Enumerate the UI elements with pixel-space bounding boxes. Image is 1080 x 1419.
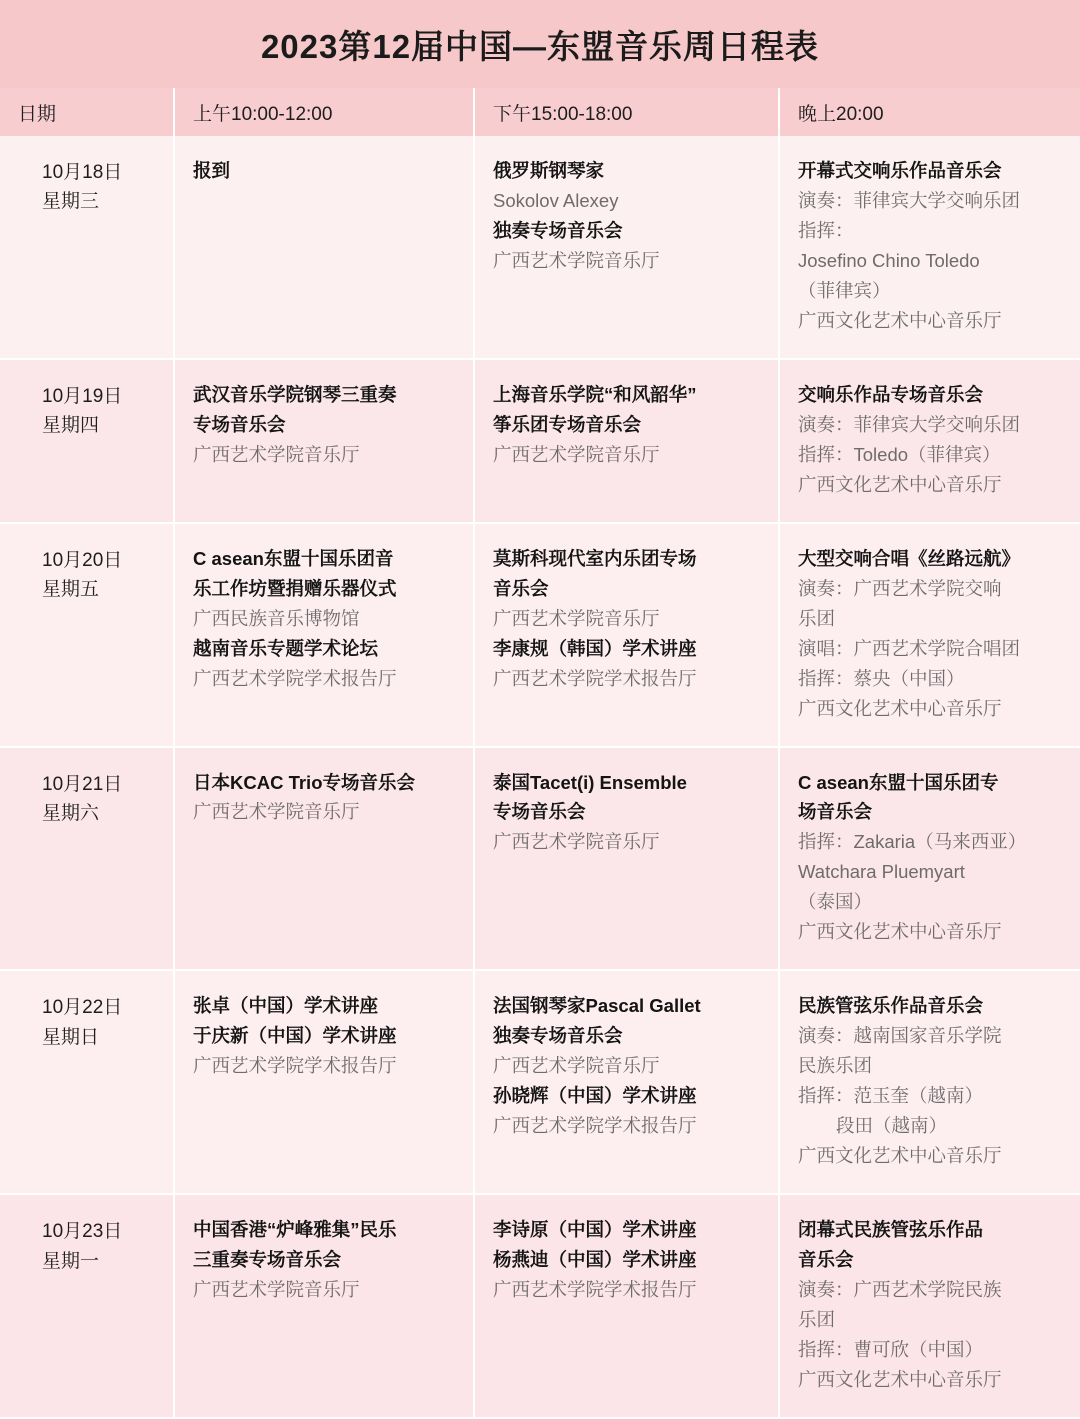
afternoon-line: 莫斯科现代室内乐团专场 — [493, 547, 697, 569]
morning-line: 广西艺术学院音乐厅 — [193, 801, 360, 823]
date-line: 10月20日 — [42, 549, 123, 571]
afternoon-line: 筝乐团专场音乐会 — [493, 413, 642, 435]
evening-line: 演奏：广西艺术学院交响 — [798, 577, 1002, 599]
cell-date — [0, 970, 174, 1194]
evening-line: 指挥：范玉奎（越南） — [798, 1085, 984, 1107]
evening-line: （菲律宾） — [798, 279, 891, 301]
afternoon-line: 广西艺术学院音乐厅 — [493, 443, 660, 465]
morning-line: 乐工作坊暨捐赠乐器仪式 — [193, 577, 397, 599]
table-row — [0, 1194, 1080, 1418]
afternoon-line: 广西艺术学院学术报告厅 — [493, 667, 697, 689]
evening-line: 民族管弦乐作品音乐会 — [798, 995, 984, 1017]
column-header-morning: 上午10:00-12:00 — [174, 88, 474, 136]
cell-date — [0, 1194, 174, 1418]
cell-evening — [779, 1194, 1080, 1418]
afternoon-line: 俄罗斯钢琴家 — [493, 160, 605, 181]
table-body — [0, 136, 1080, 1418]
evening-line: 乐团 — [798, 1309, 836, 1331]
cell-afternoon — [474, 747, 779, 971]
table-row — [0, 359, 1080, 523]
cell-afternoon — [474, 359, 779, 523]
column-header-afternoon: 下午15:00-18:00 — [474, 88, 779, 136]
cell-morning — [174, 970, 474, 1194]
date-line: 星期一 — [42, 1250, 100, 1272]
cell-evening — [779, 970, 1080, 1194]
cell-afternoon — [474, 136, 779, 359]
evening-line: 演奏：菲律宾大学交响乐团 — [798, 413, 1021, 435]
table-row — [0, 523, 1080, 747]
morning-line: 专场音乐会 — [193, 413, 286, 435]
afternoon-line: 广西艺术学院音乐厅 — [493, 249, 660, 271]
morning-line: 于庆新（中国）学术讲座 — [193, 1025, 397, 1047]
cell-evening — [779, 523, 1080, 747]
cell-evening — [779, 136, 1080, 359]
morning-line: 武汉音乐学院钢琴三重奏 — [193, 383, 397, 405]
morning-line: 张卓（中国）学术讲座 — [193, 995, 379, 1017]
cell-date — [0, 136, 174, 359]
date-line: 10月18日 — [42, 162, 123, 183]
afternoon-line: 广西艺术学院音乐厅 — [493, 831, 660, 853]
evening-line: 广西文化艺术中心音乐厅 — [798, 697, 1002, 719]
date-line: 星期日 — [42, 1026, 100, 1048]
morning-line: 广西艺术学院学术报告厅 — [193, 667, 397, 689]
afternoon-line: 专场音乐会 — [493, 801, 586, 823]
cell-date — [0, 523, 174, 747]
afternoon-line: 广西艺术学院音乐厅 — [493, 1055, 660, 1077]
morning-line: 广西艺术学院音乐厅 — [193, 443, 360, 465]
evening-line: 广西文化艺术中心音乐厅 — [798, 921, 1002, 943]
evening-line: （泰国） — [798, 891, 873, 913]
date-line: 星期五 — [42, 579, 100, 601]
cell-morning — [174, 359, 474, 523]
afternoon-line: Sokolov Alexey — [493, 189, 619, 211]
evening-line: 指挥：蔡央（中国） — [798, 667, 965, 689]
page-title-bar — [0, 0, 1080, 88]
cell-evening — [779, 747, 1080, 971]
afternoon-line: 孙晓辉（中国）学术讲座 — [493, 1085, 697, 1107]
date-line: 星期四 — [42, 415, 100, 437]
table-header — [0, 88, 1080, 136]
evening-line: 广西文化艺术中心音乐厅 — [798, 473, 1002, 495]
afternoon-line: 音乐会 — [493, 577, 549, 599]
date-line: 星期六 — [42, 802, 100, 824]
cell-morning — [174, 523, 474, 747]
morning-line: 日本KCAC Trio专场音乐会 — [193, 771, 416, 793]
evening-line: 广西文化艺术中心音乐厅 — [798, 309, 1002, 331]
evening-line: 演奏：越南国家音乐学院 — [798, 1025, 1002, 1047]
evening-line: Josefino Chino Toledo — [798, 249, 980, 271]
morning-line: 中国香港“炉峰雅集”民乐 — [193, 1219, 397, 1241]
evening-line: 指挥：Zakaria（马来西亚） — [798, 831, 1027, 853]
morning-line: 广西民族音乐博物馆 — [193, 607, 360, 629]
column-header-date: 日期 — [0, 88, 174, 136]
page-title: 2023第12届中国—东盟音乐周日程表 — [260, 27, 820, 65]
afternoon-line: 法国钢琴家Pascal Gallet — [493, 995, 701, 1017]
evening-line: 闭幕式民族管弦乐作品 — [798, 1219, 984, 1241]
date-line: 10月19日 — [42, 385, 123, 407]
date-line: 10月23日 — [42, 1221, 123, 1243]
cell-morning — [174, 1194, 474, 1418]
table-row — [0, 747, 1080, 971]
cell-afternoon — [474, 1194, 779, 1418]
evening-line: 交响乐作品专场音乐会 — [798, 383, 984, 405]
evening-line: 大型交响合唱《丝路远航》 — [798, 547, 1021, 569]
date-line: 10月22日 — [42, 997, 123, 1019]
evening-line: 演奏：广西艺术学院民族 — [798, 1279, 1002, 1301]
morning-line: 广西艺术学院学术报告厅 — [193, 1055, 397, 1077]
evening-line: 广西文化艺术中心音乐厅 — [798, 1145, 1002, 1167]
afternoon-line: 上海音乐学院“和风韶华” — [493, 383, 697, 405]
evening-line: 指挥：Toledo（菲律宾） — [798, 443, 1001, 465]
evening-line: 指挥： — [798, 219, 854, 241]
afternoon-line: 李诗原（中国）学术讲座 — [493, 1219, 697, 1241]
cell-evening — [779, 359, 1080, 523]
morning-line: 报到 — [193, 160, 231, 181]
morning-line: 越南音乐专题学术论坛 — [193, 637, 379, 659]
evening-line: 广西文化艺术中心音乐厅 — [798, 1368, 1002, 1390]
evening-line: 音乐会 — [798, 1249, 854, 1271]
evening-line: C asean东盟十国乐团专 — [798, 771, 999, 793]
cell-morning — [174, 747, 474, 971]
evening-line: 开幕式交响乐作品音乐会 — [798, 160, 1002, 181]
evening-line: 场音乐会 — [798, 801, 873, 823]
cell-afternoon — [474, 970, 779, 1194]
cell-date — [0, 359, 174, 523]
evening-line: 乐团 — [798, 607, 836, 629]
evening-line: 演奏：菲律宾大学交响乐团 — [798, 189, 1021, 211]
table-header-row — [0, 88, 1080, 136]
schedule-table — [0, 88, 1080, 1419]
afternoon-line: 广西艺术学院音乐厅 — [493, 607, 660, 629]
afternoon-line: 广西艺术学院学术报告厅 — [493, 1115, 697, 1137]
afternoon-line: 独奏专场音乐会 — [493, 1025, 623, 1047]
morning-line: C asean东盟十国乐团音 — [193, 547, 394, 569]
afternoon-line: 广西艺术学院学术报告厅 — [493, 1279, 697, 1301]
evening-line: 民族乐团 — [798, 1055, 873, 1077]
cell-afternoon — [474, 523, 779, 747]
afternoon-line: 李康规（韩国）学术讲座 — [493, 637, 697, 659]
evening-line: 段田（越南） — [836, 1115, 948, 1137]
date-line: 星期三 — [42, 191, 100, 213]
evening-line: Watchara Pluemyart — [798, 861, 965, 883]
afternoon-line: 杨燕迪（中国）学术讲座 — [493, 1249, 697, 1271]
afternoon-line: 独奏专场音乐会 — [493, 219, 623, 241]
evening-line: 指挥：曹可欣（中国） — [798, 1339, 984, 1360]
morning-line: 三重奏专场音乐会 — [193, 1249, 342, 1271]
morning-line: 广西艺术学院音乐厅 — [193, 1279, 360, 1301]
table-row — [0, 970, 1080, 1194]
afternoon-line: 泰国Tacet(i) Ensemble — [493, 771, 687, 793]
column-header-evening: 晚上20:00 — [779, 88, 1080, 136]
table-row — [0, 136, 1080, 359]
evening-line: 演唱：广西艺术学院合唱团 — [798, 637, 1021, 659]
date-line: 10月21日 — [42, 773, 123, 795]
cell-morning — [174, 136, 474, 359]
cell-date — [0, 747, 174, 971]
